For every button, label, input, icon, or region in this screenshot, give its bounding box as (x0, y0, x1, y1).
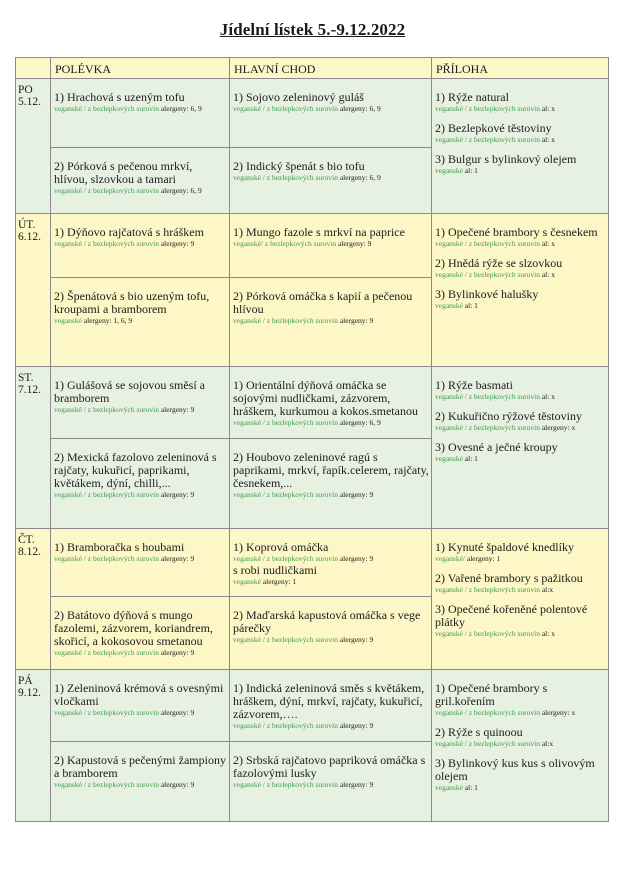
day-row (16, 214, 609, 278)
main-cell (230, 79, 432, 148)
vegan-tag: veganské / z bezlepkových surovin (435, 270, 540, 279)
dish-tags (435, 301, 606, 311)
vegan-tag: veganské / z bezlepkových surovin (435, 135, 540, 144)
dish-tags (233, 104, 429, 114)
vegan-tag: veganské / z bezlepkových surovin (54, 186, 159, 195)
dish-tags (435, 423, 606, 433)
main-item (233, 609, 431, 645)
allergen-tag: alergeny: 9 (339, 780, 374, 789)
dish-name: 2) Indický špenát s bio tofu (233, 159, 365, 173)
allergen-tag: al:x (541, 585, 554, 594)
allergen-tag: alergeny: 9 (337, 239, 372, 248)
menu-table (15, 57, 609, 822)
allergen-tag: al: 1 (464, 301, 478, 310)
allergen-tag: alergeny: 9 (339, 635, 374, 644)
side-cell (432, 214, 609, 367)
dish-tags (233, 721, 429, 731)
side-item (435, 682, 608, 718)
header-main: HLAVNÍ CHOD (230, 58, 432, 79)
vegan-tag: veganské / z bezlepkových surovin (233, 554, 338, 563)
main-item (233, 682, 431, 731)
vegan-tag: veganské / z bezlepkových surovin (435, 708, 540, 717)
dish-name: 1) Hrachová s uzeným tofu (54, 90, 185, 104)
main-cell (230, 597, 432, 670)
day-date: 5.12. (18, 96, 41, 108)
page-title: Jídelní lístek 5.-9.12.2022 (219, 20, 406, 39)
dish-name: 1) Opečené brambory s gril.kořením (435, 681, 548, 708)
allergen-tag: alergeny: 6, 9 (339, 104, 381, 113)
dish-name: 1) Kynuté špaldové knedlíky (435, 540, 574, 554)
dish-name: 2) Kapustová s pečenými žampiony a bramborem (54, 753, 226, 780)
vegan-tag: veganské / z bezlepkových surovin (54, 648, 159, 657)
main-item (233, 379, 431, 428)
vegan-tag: veganské (435, 301, 463, 310)
side-item (435, 91, 608, 114)
dish-tags (435, 135, 606, 145)
side-item (435, 226, 608, 249)
vegan-tag: veganské / z bezlepkových surovin (435, 423, 540, 432)
soup-item (54, 379, 229, 415)
allergen-tag: alergeny: 9 (160, 239, 195, 248)
soup-cell (51, 742, 230, 822)
day-label: ČT. (18, 534, 35, 546)
allergen-tag: alergeny: 9 (160, 554, 195, 563)
day-row (16, 367, 609, 439)
main-cell (230, 529, 432, 597)
dish-tags (233, 490, 429, 500)
dish-tags (54, 316, 227, 326)
soup-item (54, 451, 229, 500)
vegan-tag: veganské / z bezlepkových surovin (435, 392, 540, 401)
allergen-tag: al: x (541, 270, 555, 279)
dish-name: 1) Sojovo zeleninový guláš (233, 90, 364, 104)
soup-item (54, 91, 229, 114)
day-row (16, 670, 609, 742)
day-label: PÁ (18, 675, 33, 687)
dish-tags (54, 708, 227, 718)
dish-tags (435, 270, 606, 280)
vegan-tag: veganské (435, 783, 463, 792)
vegan-tag: veganské / z bezlepkových surovin (54, 708, 159, 717)
dish-name: 1) Orientální dýňová omáčka se sojovými nudličkami, zázvorem, hráškem, kurkumou a kokos.smetanou (233, 378, 418, 418)
dish-name: 3) Ovesné a ječné kroupy (435, 440, 558, 454)
vegan-tag: veganské / z bezlepkových surovin (233, 418, 338, 427)
day-date: 9.12. (18, 687, 41, 699)
side-item (435, 288, 608, 311)
dish-tags (54, 490, 227, 500)
dish-name: 2) Batátovo dýňová s mungo fazolemi, zázvorem, koriandrem, skořicí, a kokosovou smetanou (54, 608, 213, 648)
dish-name: 2) Mexická fazolovo zeleninová s rajčaty, kukuřicí, paprikami, květákem, dýní, chilli,... (54, 450, 217, 490)
vegan-tag: veganské / z bezlepkových surovin (54, 554, 159, 563)
vegan-tag: veganské/ z bezlepkových surovin (233, 239, 337, 248)
day-date: 6.12. (18, 231, 41, 243)
allergen-tag: al: x (541, 104, 555, 113)
side-cell (432, 367, 609, 529)
side-item (435, 257, 608, 280)
dish-tags (233, 418, 429, 428)
dish-tags (435, 585, 606, 595)
vegan-tag: veganské / z bezlepkových surovin (435, 239, 540, 248)
day-cell (16, 367, 51, 529)
dish-tags (233, 173, 429, 183)
dish-name: 1) Dýňovo rajčatová s hráškem (54, 225, 204, 239)
dish-name: 1) Gulášová se sojovou směsí a bramborem (54, 378, 205, 405)
allergen-tag: al: x (541, 135, 555, 144)
vegan-tag: veganské / z bezlepkových surovin (233, 316, 338, 325)
soup-cell (51, 439, 230, 529)
dish-tags (233, 780, 429, 790)
main-item (233, 451, 431, 500)
vegan-tag: veganské / z bezlepkových surovin (233, 490, 338, 499)
dish-name: 2) Srbská rajčatovo papriková omáčka s fazolovými lusky (233, 753, 426, 780)
allergen-tag: al: x (541, 392, 555, 401)
header-side: PŘÍLOHA (432, 58, 609, 79)
main-cell (230, 148, 432, 214)
soup-cell (51, 79, 230, 148)
allergen-tag: alergeny: 9 (339, 316, 374, 325)
main-cell (230, 278, 432, 367)
dish-name: 3) Bylinkové halušky (435, 287, 539, 301)
allergen-tag: alergeny: 6, 9 (160, 186, 202, 195)
soup-item (54, 290, 229, 326)
dish-name: 1) Bramboračka s houbami (54, 540, 185, 554)
dish-tags (435, 454, 606, 464)
allergen-tag: alergeny: 6, 9 (160, 104, 202, 113)
main-item (233, 160, 431, 183)
dish-tags (233, 635, 429, 645)
dish-name: 2) Hnědá rýže se slzovkou (435, 256, 563, 270)
allergen-tag: alergeny: 1 (262, 577, 297, 586)
dish-name: 1) Indická zeleninová směs s květákem, hráškem, dýní, mrkví, rajčaty, kukuřicí, zázvorem,…. (233, 681, 425, 721)
vegan-tag: veganské (54, 316, 82, 325)
main-item (233, 754, 431, 790)
dish-tags (435, 166, 606, 176)
day-cell (16, 529, 51, 670)
dish-name: 2) Vařené brambory s pažitkou (435, 571, 583, 585)
vegan-tag: veganské / z bezlepkových surovin (435, 629, 540, 638)
dish-tags (435, 239, 606, 249)
soup-item (54, 541, 229, 564)
day-cell (16, 670, 51, 822)
dish-name: 1) Zeleninová krémová s ovesnými vločkami (54, 681, 224, 708)
day-row (16, 79, 609, 148)
day-cell (16, 214, 51, 367)
side-item (435, 122, 608, 145)
side-item (435, 410, 608, 433)
side-item (435, 757, 608, 793)
dish-tags (54, 405, 227, 415)
dish-name: 1) Mungo fazole s mrkví na paprice (233, 225, 405, 239)
soup-cell (51, 214, 230, 278)
side-cell (432, 529, 609, 670)
dish-name: 3) Bulgur s bylinkový olejem (435, 152, 577, 166)
main-cell (230, 214, 432, 278)
dish-name: 3) Opečené kořeněné polentové plátky (435, 602, 588, 629)
dish-name: 2) Houbovo zeleninové ragú s paprikami, mrkví, řapík.celerem, rajčaty, česnekem,... (233, 450, 429, 490)
side-item (435, 441, 608, 464)
vegan-tag: veganské / z bezlepkových surovin (233, 104, 338, 113)
side-item (435, 572, 608, 595)
allergen-tag: al: 1 (464, 454, 478, 463)
dish-tags (435, 392, 606, 402)
day-label: ÚT. (18, 219, 36, 231)
day-date: 7.12. (18, 384, 41, 396)
dish-tags (435, 739, 606, 749)
day-label: PO (18, 84, 33, 96)
soup-item (54, 226, 229, 249)
main-cell (230, 670, 432, 742)
dish-name: 2) Rýže s quinoou (435, 725, 523, 739)
header-day (16, 58, 51, 79)
day-row (16, 529, 609, 597)
dish-tags (233, 239, 429, 249)
dish-tags (435, 783, 606, 793)
soup-item (54, 754, 229, 790)
dish-tags (233, 577, 431, 587)
allergen-tag: al: x (541, 239, 555, 248)
allergen-tag: alergeny: 9 (160, 708, 195, 717)
dish-tags (233, 316, 429, 326)
dish-name: 2) Špenátová s bio uzeným tofu, kroupami a bramborem (54, 289, 210, 316)
dish-tags (435, 629, 606, 639)
dish-tags (435, 708, 606, 718)
vegan-tag: veganské / z bezlepkových surovin (435, 585, 540, 594)
soup-cell (51, 148, 230, 214)
side-item (435, 603, 608, 639)
vegan-tag: veganské / z bezlepkových surovin (54, 490, 159, 499)
allergen-tag: alergeny: 9 (339, 554, 374, 563)
allergen-tag: alergeny: 1 (466, 554, 501, 563)
dish-tags (54, 239, 227, 249)
allergen-tag: alergeny: 6, 9 (339, 173, 381, 182)
main-item (233, 91, 431, 114)
side-item (435, 379, 608, 402)
dish-name: 2) Pórková s pečenou mrkví, hlívou, slzovkou a tamari (54, 159, 193, 186)
dish-tags (54, 780, 227, 790)
allergen-tag: alergeny: 9 (160, 405, 195, 414)
day-label: ST. (18, 372, 34, 384)
main-item (233, 290, 431, 326)
dish-tags (435, 104, 606, 114)
dish-name: 1) Koprová omáčka (233, 540, 329, 554)
vegan-tag: veganské / z bezlepkových surovin (435, 739, 540, 748)
vegan-tag: veganské (435, 454, 463, 463)
main-cell (230, 742, 432, 822)
dish-tags (54, 186, 227, 196)
dish-tags (54, 104, 227, 114)
allergen-tag: alergeny: x (541, 423, 576, 432)
dish-name: 3) Bylinkový kus kus s olivovým olejem (435, 756, 595, 783)
vegan-tag: veganské / z bezlepkových surovin (233, 173, 338, 182)
allergen-tag: alergeny: 6, 9 (339, 418, 381, 427)
side-item (435, 541, 608, 564)
allergen-tag: al: 1 (464, 783, 478, 792)
vegan-tag: veganské / z bezlepkových surovin (233, 721, 338, 730)
side-item (435, 153, 608, 176)
allergen-tag: alergeny: 1, 6, 9 (83, 316, 133, 325)
main-item (233, 541, 431, 564)
dish-name: 2) Kukuřično rýžové těstoviny (435, 409, 582, 423)
day-date: 8.12. (18, 546, 41, 558)
vegan-tag: veganské / z bezlepkových surovin (233, 635, 338, 644)
vegan-tag: veganské / z bezlepkových surovin (54, 405, 159, 414)
allergen-tag: alergeny: 9 (160, 490, 195, 499)
day-cell (16, 79, 51, 214)
vegan-tag: veganské/ (435, 554, 465, 563)
allergen-tag: al: x (541, 629, 555, 638)
dish-tags (54, 648, 227, 658)
soup-item (54, 682, 229, 718)
side-item (435, 726, 608, 749)
main-cell (230, 439, 432, 529)
vegan-tag: veganské / z bezlepkových surovin (233, 780, 338, 789)
vegan-tag: veganské / z bezlepkových surovin (435, 104, 540, 113)
vegan-tag: veganské (233, 577, 261, 586)
header-row (16, 58, 609, 79)
dish-extra: s robi nudličkami (233, 563, 317, 577)
soup-cell (51, 278, 230, 367)
soup-cell (51, 670, 230, 742)
soup-cell (51, 529, 230, 597)
main-cell (230, 367, 432, 439)
soup-item (54, 609, 229, 658)
vegan-tag: veganské / z bezlepkových surovin (54, 239, 159, 248)
soup-cell (51, 597, 230, 670)
dish-name: 1) Rýže basmati (435, 378, 513, 392)
allergen-tag: alergeny: 9 (160, 780, 195, 789)
allergen-tag: alergeny: 9 (160, 648, 195, 657)
dish-tags (435, 554, 606, 564)
dish-name: 1) Rýže natural (435, 90, 509, 104)
vegan-tag: veganské (435, 166, 463, 175)
side-cell (432, 79, 609, 214)
side-cell (432, 670, 609, 822)
dish-name: 2) Maďarská kapustová omáčka s vege párečky (233, 608, 421, 635)
soup-cell (51, 367, 230, 439)
vegan-tag: veganské / z bezlepkových surovin (54, 780, 159, 789)
dish-name: 1) Opečené brambory s česnekem (435, 225, 598, 239)
header-soup: POLÉVKA (51, 58, 230, 79)
soup-item (54, 160, 229, 196)
allergen-tag: alergeny: 9 (339, 721, 374, 730)
main-item (233, 226, 431, 249)
allergen-tag: al:x (541, 739, 554, 748)
dish-name: 2) Bezlepkové těstoviny (435, 121, 552, 135)
vegan-tag: veganské / z bezlepkových surovin (54, 104, 159, 113)
allergen-tag: alergeny: 9 (339, 490, 374, 499)
dish-tags (54, 554, 227, 564)
dish-name: 2) Pórková omáčka s kapií a pečenou hlívou (233, 289, 413, 316)
allergen-tag: al: 1 (464, 166, 478, 175)
allergen-tag: alergeny: x (541, 708, 576, 717)
